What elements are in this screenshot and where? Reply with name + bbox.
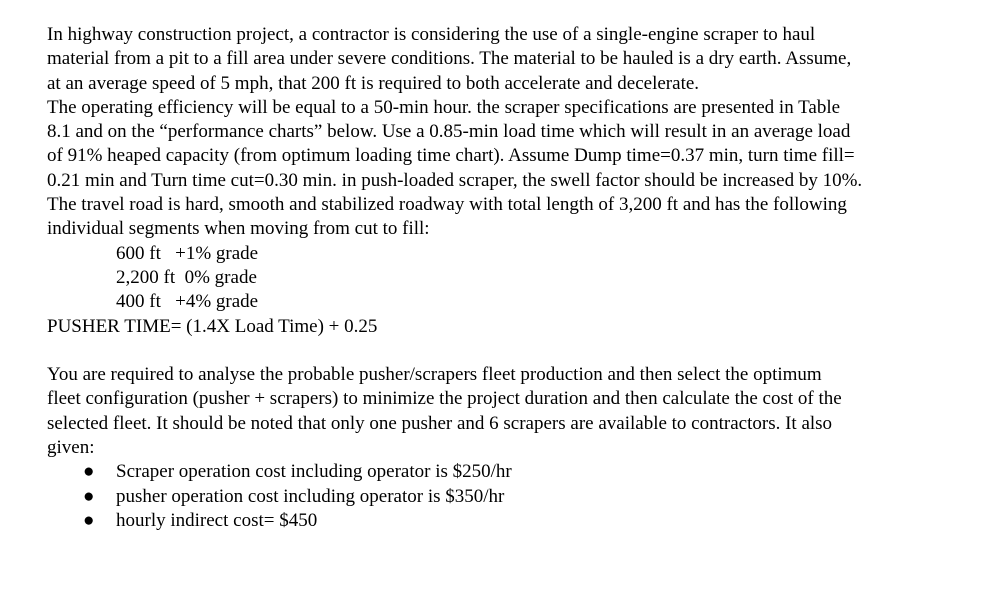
problem-statement <box>47 23 942 242</box>
road-segments-list <box>47 242 942 315</box>
intro-line: individual segments when moving from cut to fill: <box>47 218 430 240</box>
document-body <box>47 23 942 533</box>
road-segment: 2,200 ft 0% grade <box>116 266 257 288</box>
intro-line: The travel road is hard, smooth and stabilized roadway with total length of 3,200 ft and has the following <box>47 194 847 216</box>
cost-item-text: hourly indirect cost= $450 <box>116 509 318 531</box>
bullet-icon: ● <box>83 461 95 483</box>
task-statement <box>47 363 942 460</box>
intro-line: of 91% heaped capacity (from optimum loading time chart). Assume Dump time=0.37 min, turn time fill= <box>47 145 855 167</box>
cost-item-text: Scraper operation cost including operator is $250/hr <box>116 461 512 483</box>
task-line: fleet configuration (pusher + scrapers) to minimize the project duration and then calculate the cost of the <box>47 388 842 410</box>
road-segment: 400 ft +4% grade <box>116 291 259 313</box>
list-item <box>83 509 942 533</box>
task-line: given: <box>47 437 95 459</box>
intro-line: material from a pit to a fill area under severe conditions. The material to be hauled is a dry earth. Assume, <box>47 48 852 70</box>
cost-list <box>47 460 942 533</box>
intro-line: 8.1 and on the “performance charts” below. Use a 0.85-min load time which will result in an average load <box>47 121 851 143</box>
blank-line <box>47 339 942 363</box>
intro-line: In highway construction project, a contractor is considering the use of a single-engine scraper to haul <box>47 24 816 45</box>
intro-line: 0.21 min and Turn time cut=0.30 min. in push-loaded scraper, the swell factor should be increased by 10%. <box>47 169 863 191</box>
task-line: You are required to analyse the probable pusher/scrapers fleet production and then select the optimum <box>47 364 822 386</box>
task-line: selected fleet. It should be noted that only one pusher and 6 scrapers are available to contractors. It also <box>47 412 833 434</box>
road-segment: 600 ft +1% grade <box>116 242 259 264</box>
pusher-time-formula: PUSHER TIME= (1.4X Load Time) + 0.25 <box>47 315 378 337</box>
list-item <box>83 460 942 484</box>
bullet-icon: ● <box>83 485 95 507</box>
list-item <box>83 485 942 509</box>
cost-item-text: pusher operation cost including operator is $350/hr <box>116 485 505 507</box>
intro-line: The operating efficiency will be equal to a 50-min hour. the scraper specifications are presented in Table <box>47 96 841 118</box>
bullet-icon: ● <box>83 509 95 531</box>
intro-line: at an average speed of 5 mph, that 200 ft is required to both accelerate and decelerate. <box>47 72 700 94</box>
